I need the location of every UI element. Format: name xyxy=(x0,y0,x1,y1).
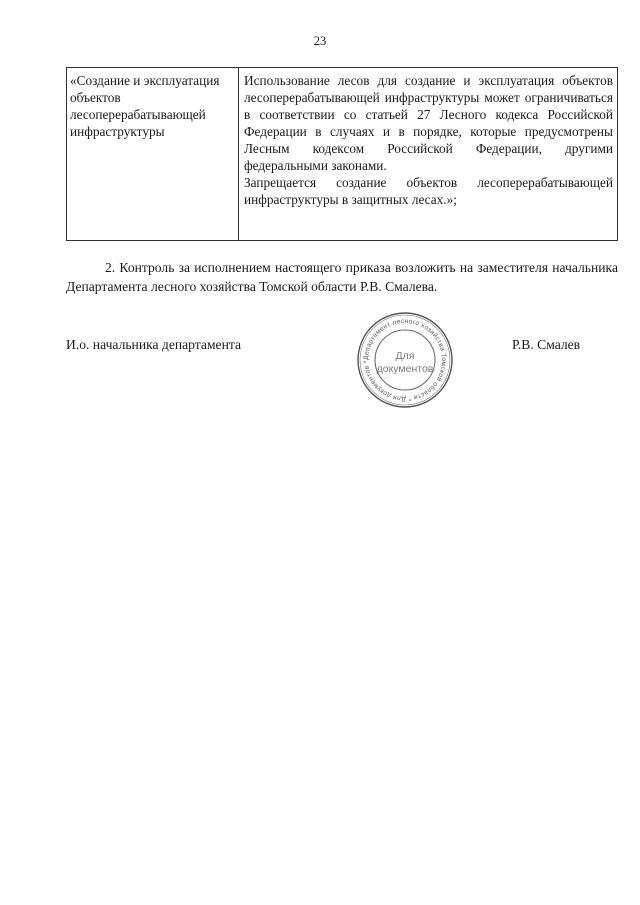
title-line: инфраструктуры xyxy=(70,124,165,139)
signatory-name: Р.В. Смалев xyxy=(512,337,581,352)
amendment-table xyxy=(66,67,618,241)
seal-stamp xyxy=(356,311,454,409)
page-number: 23 xyxy=(313,34,327,48)
signatory-position: И.о. начальника департамента xyxy=(66,337,241,352)
title-line: объектов xyxy=(70,90,121,105)
title-line: «Создание и эксплуатация xyxy=(70,73,220,88)
control-paragraph: 2. Контроль за исполнением настоящего приказа возложить на заместителя начальника Департамента лесного хозяйства Томской области Р.В. Смалева. xyxy=(66,260,618,294)
description-paragraph: Запрещается создание объектов лесоперерабатывающей инфраструктуры в защитных лесах.»; xyxy=(244,175,613,207)
table-cell-title xyxy=(67,68,239,240)
description-paragraph: Использование лесов для создание и эксплуатация объектов лесоперерабатывающей инфраструктуры может ограничиваться в соответствии со статьей 27 Лесного кодекса Российской Федерации в случаях и в порядке, которые предусмотрены Лесным кодексом Российской Федерации, другими федеральными законами. xyxy=(244,73,613,173)
seal-inner-line1: Для xyxy=(395,350,415,362)
table-cell-description xyxy=(239,68,617,240)
title-line: лесоперерабатывающей xyxy=(70,107,206,122)
seal-ring-text: Департамент лесного хозяйства Томской области * Для документов * xyxy=(362,317,448,403)
seal-inner-line2: документов xyxy=(376,363,434,375)
